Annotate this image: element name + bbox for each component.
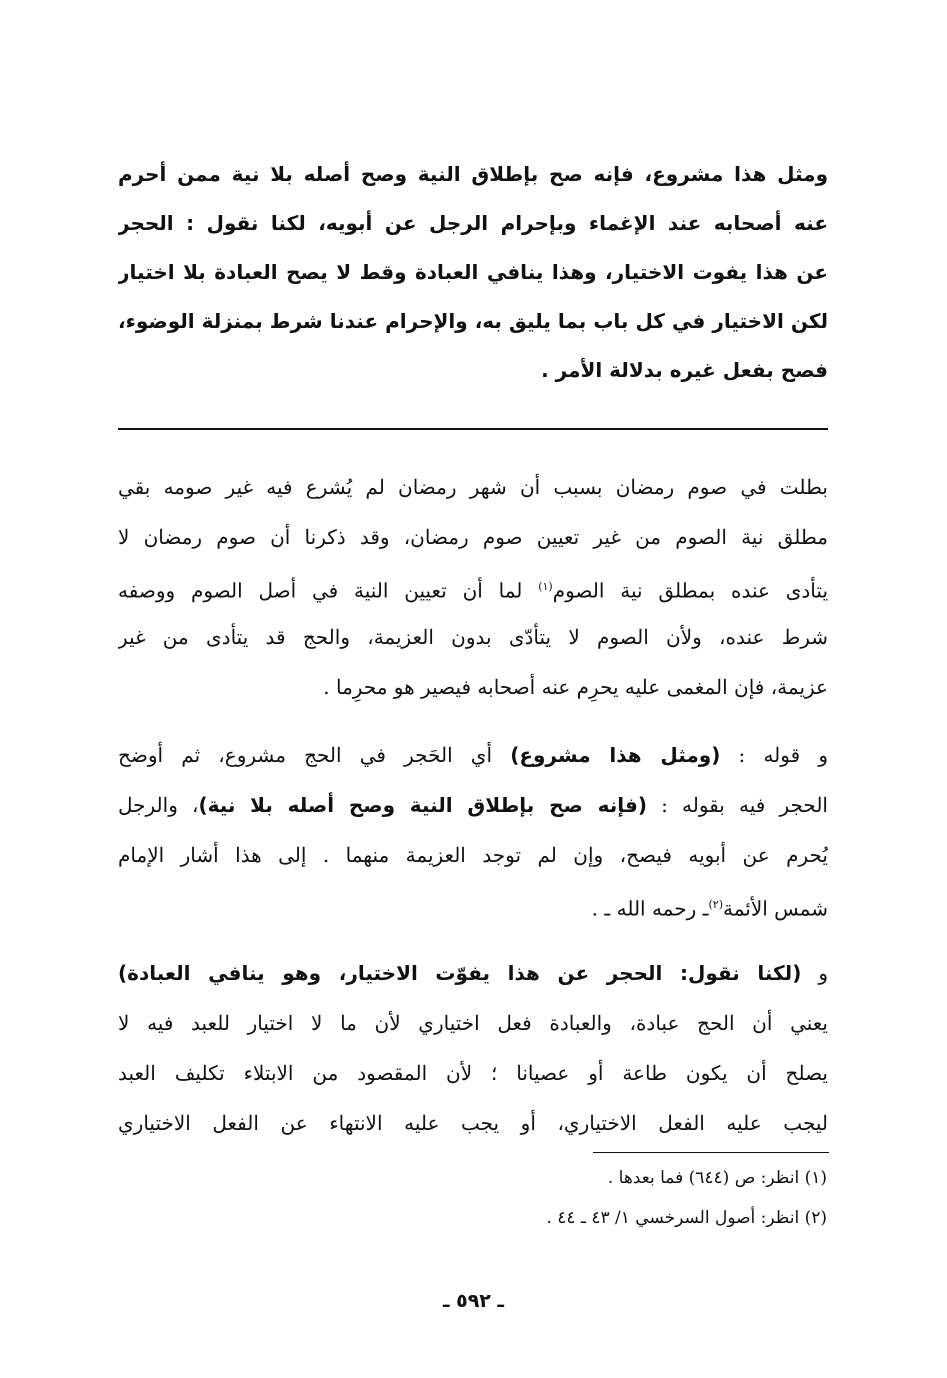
footnote-ref-2: (٢) (708, 898, 723, 911)
sharh-line (118, 562, 828, 612)
sharh-line: يُحرم عن أبويه فيصح، وإن لم توجد العزيمة منهما . إلى هذا أشار الإمام (118, 843, 828, 867)
sharh-segment: ، والرجل (118, 793, 199, 817)
footnote-1: (١) انظر: ص (٦٤٤) فما بعدها . (607, 1168, 827, 1188)
section-divider (118, 428, 828, 430)
sharh-segment: و قوله : (720, 743, 828, 767)
footnotes (327, 1158, 827, 1238)
paragraph-gap (118, 930, 828, 948)
sharh-segment: ـ رحمه الله ـ . (591, 896, 709, 921)
sharh-segment: شمس الأئمة (723, 896, 828, 921)
sharh-line (118, 948, 828, 998)
sharh-segment: أي الحَجر في الحج مشروع، ثم أوضح (118, 743, 511, 767)
sharh-segment: لما أن تعيين النية في أصل الصوم ووصفه (118, 578, 523, 603)
page-number: ـ ٥٩٢ ـ (442, 1290, 504, 1312)
paragraph-gap (118, 712, 828, 730)
matn-text (118, 150, 828, 395)
sharh-line (118, 780, 828, 830)
matn-line: فصح بفعل غيره بدلالة الأمر . (541, 358, 828, 382)
sharh-text (118, 462, 828, 1148)
sharh-segment: يتأدى عنده بمطلق نية الصوم (552, 578, 828, 603)
matn-line: عن هذا يفوت الاختيار، وهذا ينافي العبادة وقط لا يصح العبادة بلا اختيار (118, 260, 828, 284)
matn-line: عنه أصحابه عند الإغماء وبإحرام الرجل عن أبويه، لكنا نقول : الحجر (118, 211, 828, 235)
sharh-line: عزيمة، فإن المغمى عليه يحرِم عنه أصحابه فيصير هو محرِما . (323, 675, 828, 699)
matn-line: ومثل هذا مشروع، فإنه صح بإطلاق النية وصح أصله بلا نية ممن أحرم (118, 162, 828, 186)
sharh-segment: الحجر فيه بقوله : (646, 793, 828, 817)
quoted-matn: (ومثل هذا مشروع) (510, 743, 721, 767)
sharh-line: يصلح أن يكون طاعة أو عصيانا ؛ لأن المقصود من الابتلاء تكليف العبد (118, 1061, 828, 1085)
quoted-matn: (فإنه صح بإطلاق النية وصح أصله بلا نية) (198, 793, 647, 817)
sharh-line: ليجب عليه الفعل الاختياري، أو يجب عليه الانتهاء عن الفعل الاختياري (118, 1111, 828, 1135)
sharh-line: يعني أن الحج عبادة، والعبادة فعل اختياري لأن ما لا اختيار للعبد فيه لا (118, 1011, 828, 1035)
sharh-line: بطلت في صوم رمضان بسبب أن شهر رمضان لم يُشرع فيه غير صومه بقي (118, 475, 828, 499)
sharh-line (118, 730, 828, 780)
matn-line: لكن الاختيار في كل باب بما يليق به، والإحرام عندنا شرط بمنزلة الوضوء، (118, 309, 828, 333)
footnote-divider (593, 1152, 829, 1153)
footnote-2: (٢) انظر: أصول السرخسي ١/ ٤٣ ـ ٤٤ . (546, 1208, 827, 1228)
sharh-line (118, 880, 828, 930)
quoted-matn: (لكنا نقول: الحجر عن هذا يفوّت الاختيار، وهو ينافي العبادة) (118, 961, 802, 985)
sharh-line: شرط عنده، ولأن الصوم لا يتأدّى بدون العزيمة، والحج قد يتأدى من غير (118, 625, 828, 649)
sharh-segment: و (801, 961, 828, 985)
footnote-ref-1: (١) (538, 580, 553, 593)
sharh-line: مطلق نية الصوم من غير تعيين صوم رمضان، وقد ذكرنا أن صوم رمضان لا (118, 525, 828, 549)
